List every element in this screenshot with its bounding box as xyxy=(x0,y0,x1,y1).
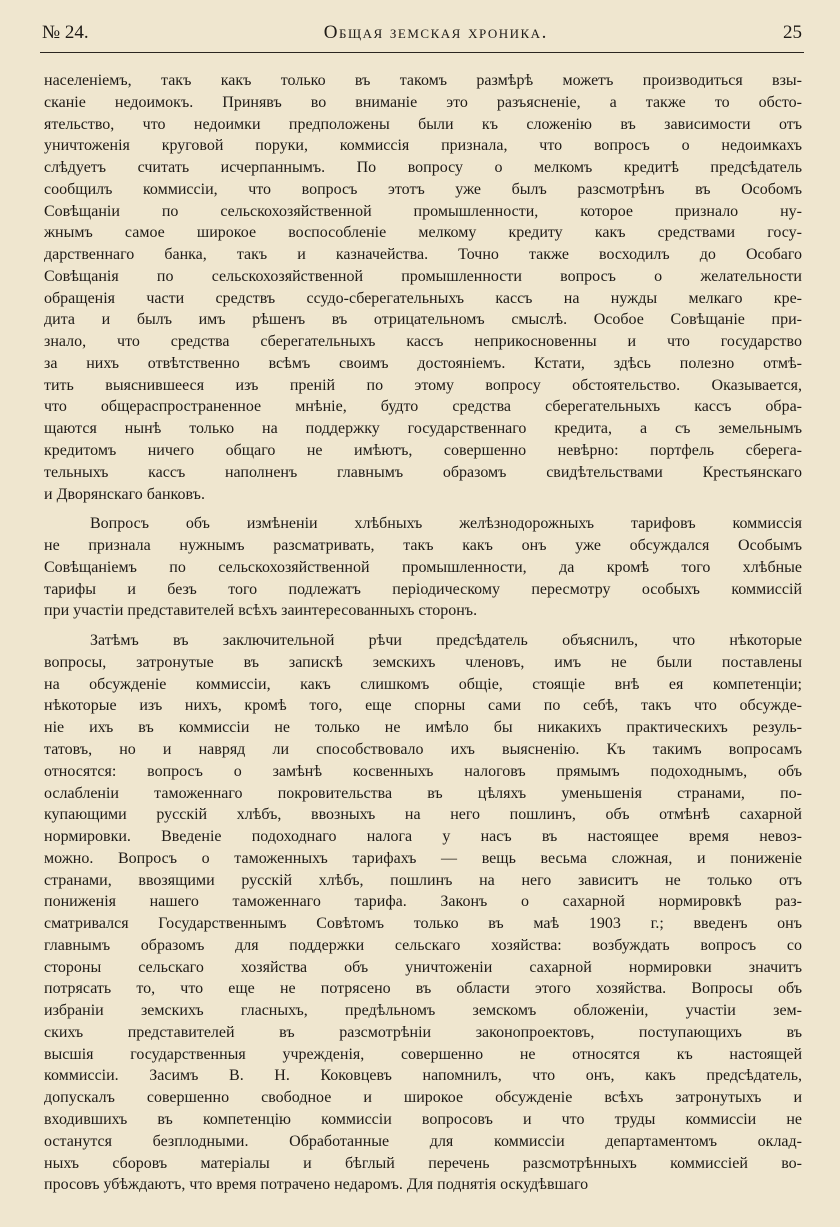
text-line: просовъ убѣждаютъ, что время потрачено недаромъ. Для поднятія оскудѣвшаго xyxy=(44,1176,589,1194)
text-line: слѣдуетъ считать исчерпаннымъ. По вопросу о мелкомъ кредитѣ предсѣдатель xyxy=(44,159,802,177)
text-line: Совѣщанія по сельскохозяйственной промышленности вопросъ о желательности xyxy=(44,267,802,285)
text-line: ослабленіи таможеннаго покровительства въ цѣляхъ уменьшенія странами, по- xyxy=(44,784,802,802)
text-line: сматривался Государственнымъ Совѣтомъ только въ маѣ 1903 г.; введенъ онъ xyxy=(44,915,802,933)
text-line: избраніи земскихъ гласныхъ, предѣльномъ земскомъ обложеніи, участіи зем- xyxy=(44,1002,802,1020)
text-line: потрясать то, что еще не потрясено въ области этого хозяйства. Вопросы объ xyxy=(44,980,802,998)
text-line: при участіи представителей всѣхъ заинтересованныхъ сторонъ. xyxy=(44,602,478,620)
text-line: входившихъ въ компетенцію коммиссіи вопросовъ и что труды коммиссіи не xyxy=(44,1110,802,1128)
text-line: знало, что средства сберегательныхъ кассъ неприкосновенны и что государство xyxy=(44,333,802,351)
text-line: жнымъ самое широкое воспособленіе мелкому кредиту какъ средствами госу- xyxy=(44,224,802,242)
text-line: главнымъ образомъ для поддержки сельскаго хозяйства: возбуждать вопросъ со xyxy=(44,936,802,954)
text-line: можно. Вопросъ о таможенныхъ тарифахъ — вещь весьма сложная, и пониженіе xyxy=(44,849,802,867)
text-line: ныхъ сборовъ матеріалы и бѣглый перечень разсмотрѣнныхъ коммиссіей во- xyxy=(44,1154,802,1172)
text-line: пониженія нашего таможеннаго тарифа. Законъ о сахарной нормировкѣ раз- xyxy=(44,893,802,911)
text-line: дита и былъ имъ рѣшенъ въ отрицательномъ смыслѣ. Особое Совѣщаніе при- xyxy=(44,311,802,329)
text-line: дарственнаго банка, такъ и казначейства. Точно также восходилъ до Особаго xyxy=(44,246,802,264)
paragraph xyxy=(44,70,802,505)
text-line: татовъ, но и навряд ли способствовало ихъ выясненію. Къ такимъ вопросамъ xyxy=(44,740,802,758)
text-line: тить выяснившееся изъ преній по этому вопросу обстоятельство. Оказывается, xyxy=(44,376,802,394)
text-line: стороны сельскаго хозяйства объ уничтоженіи сахарной нормировки значитъ xyxy=(44,958,802,976)
article-body xyxy=(44,70,802,1196)
text-line: не признала нужнымъ разсматривать, такъ какъ онъ уже обсуждался Особымъ xyxy=(44,537,802,555)
text-line: купающими русскій хлѣбъ, ввозныхъ на него пошлинъ, объ отмѣнѣ сахарной xyxy=(44,806,802,824)
text-line: странами, ввозящими русскій хлѣбъ, пошлинъ на него зависитъ не только отъ xyxy=(44,871,802,889)
text-line: щаются нынѣ только на поддержку государственнаго кредита, а съ земельнымъ xyxy=(44,420,802,438)
text-line: уничтоженія круговой поруки, коммиссія признала, что вопросъ о недоимкахъ xyxy=(44,137,802,155)
text-line: сканіе недоимокъ. Принявъ во вниманіе это разъясненіе, а также то обсто- xyxy=(44,93,802,111)
text-line: на обсужденіе коммиссіи, какъ слишкомъ общіе, стоящіе внѣ ея компетенціи; xyxy=(44,675,802,693)
text-line: Вопросъ объ измѣненіи хлѣбныхъ желѣзнодорожныхъ тарифовъ коммиссія xyxy=(90,515,802,533)
paragraph xyxy=(44,630,802,1196)
text-line: кредитомъ ничего общаго не имѣютъ, совершенно невѣрно: портфель сберега- xyxy=(44,442,802,460)
running-header xyxy=(42,18,802,48)
page-number: 25 xyxy=(782,22,802,43)
text-line: ятельство, что недоимки предположены были къ сложенію въ зависимости отъ xyxy=(44,115,802,133)
text-line: населеніемъ, такъ какъ только въ такомъ размѣрѣ можетъ производиться взы- xyxy=(44,72,802,89)
section-title: Общая земская хроника. xyxy=(323,22,548,43)
text-line: за нихъ отвѣтственно всѣмъ своимъ достояніемъ. Кстати, здѣсь полезно отмѣ- xyxy=(44,354,802,372)
text-line: скихъ представителей въ разсмотрѣніи законопроектовъ, поступающихъ въ xyxy=(44,1023,802,1041)
text-line: ніе ихъ въ коммиссіи не только не имѣло бы никакихъ практическихъ резуль- xyxy=(44,719,802,737)
issue-number: № 24. xyxy=(42,22,89,43)
text-line: допускалъ совершенно свободное и широкое обсужденіе всѣхъ затронутыхъ и xyxy=(44,1089,802,1107)
text-line: вопросы, затронутые въ запискѣ земскихъ членовъ, имъ не были поставлены xyxy=(44,653,802,671)
text-line: высшія государственныя учрежденія, совершенно не относятся къ настоящей xyxy=(44,1045,802,1063)
text-line: Совѣщаніемъ по сельскохозяйственной промышленности, да кромѣ того хлѣбные xyxy=(44,558,802,576)
paragraph xyxy=(44,513,802,622)
text-line: тарифы и безъ того подлежатъ періодическому пересмотру особыхъ коммиссій xyxy=(44,580,802,598)
header-rule xyxy=(40,52,804,53)
text-line: Совѣщаніи по сельскохозяйственной промышленности, которое признало ну- xyxy=(44,202,802,220)
text-line: тельныхъ кассъ наполненъ главнымъ образомъ свидѣтельствами Крестьянскаго xyxy=(44,463,802,481)
text-line: Затѣмъ въ заключительной рѣчи предсѣдатель объяснилъ, что нѣкоторые xyxy=(90,632,802,650)
text-line: коммиссіи. Засимъ В. Н. Коковцевъ напомнилъ, что онъ, какъ предсѣдатель, xyxy=(44,1067,802,1085)
text-line: нормировки. Введеніе подоходнаго налога у насъ въ настоящее время невоз- xyxy=(44,828,802,846)
text-line: нѣкоторые изъ нихъ, кромѣ того, еще спорны сами по себѣ, такъ что обсужде- xyxy=(44,697,802,715)
text-line: останутся безплодными. Обработанные для коммиссіи департаментомъ оклад- xyxy=(44,1132,802,1150)
text-line: относятся: вопросъ о замѣнѣ косвенныхъ налоговъ прямымъ подоходнымъ, объ xyxy=(44,762,802,780)
text-line: и Дворянскаго банковъ. xyxy=(44,485,205,503)
text-line: сообщилъ коммиссіи, что вопросъ этотъ уже былъ разсмотрѣнъ въ Особомъ xyxy=(44,180,802,198)
text-line: что общераспространенное мнѣніе, будто средства сберегательныхъ кассъ обра- xyxy=(44,398,802,416)
text-line: обращенія части средствъ ссудо-сберегательныхъ кассъ на нужды мелкаго кре- xyxy=(44,289,802,307)
